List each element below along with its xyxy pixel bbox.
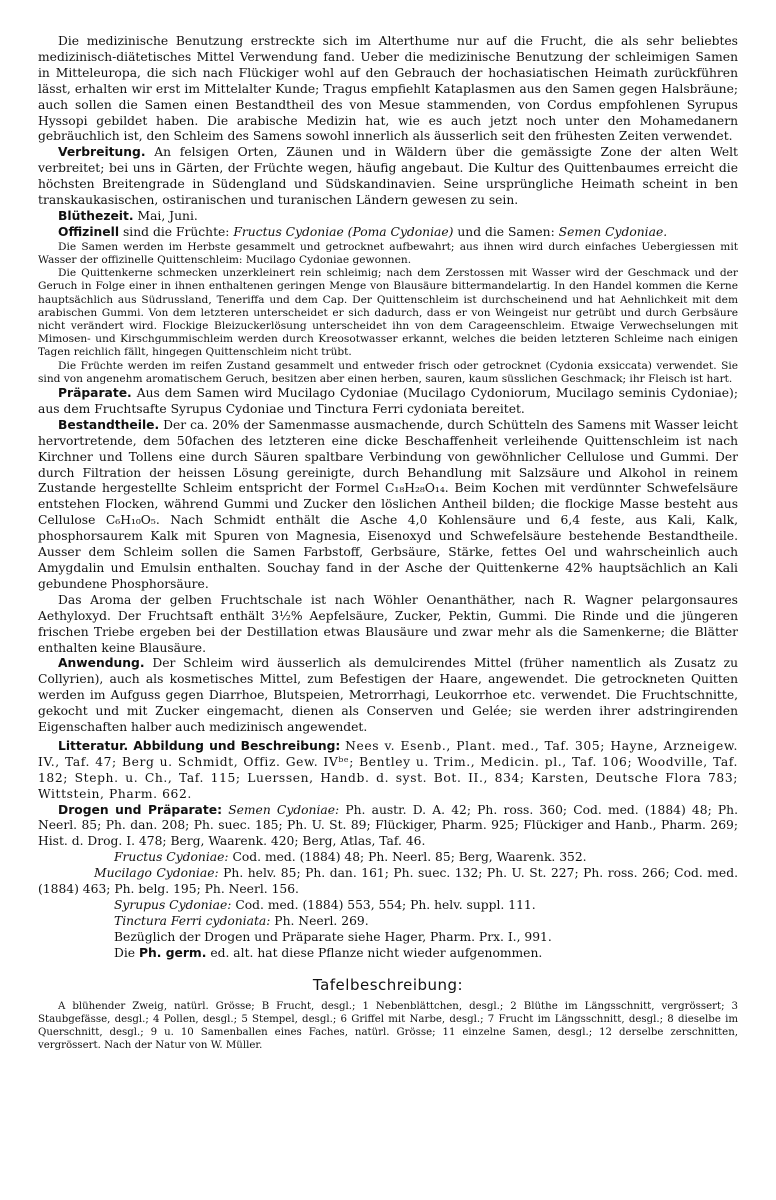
drogen-semen-label: Semen Cydoniae: <box>228 802 340 817</box>
praeparate-text: Aus dem Samen wird Mucilago Cydoniae (Mucilago Cydoniorum, Mucilago seminis Cydoniae); aus dem Fruchtsafte Syrupus Cydoniae und Tinctura Ferri cydoniata bereitet. <box>38 386 738 416</box>
drogen-syrupus <box>38 898 738 914</box>
drogen-syrupus-label: Syrupus Cydoniae: <box>114 898 232 913</box>
offizinell-note-2: Die Quittenkerne schmecken unzerkleinert rein schleimig; nach dem Zerstossen mit Wasser wird der Geschmack und der Geruch in Folge einer in ihnen enthaltenen geringen Menge von Blausäure bittermandelartig. In den Handel kommen die Kerne hauptsächlich aus Südrussland, Teneriffa und dem Cap. Der Quittenschleim ist durchscheinend und hat Aehnlichkeit mit dem arabischen Gummi. Von dem letzteren unterscheidet er sich dadurch, dass er von Weingeist nur getrübt und durch Gerbsäure nicht verändert wird. Flockige Bleizuckerlösung unterscheidet ihn von dem Carageenschleim. Etwaige Verwechselungen mit Mimosen- und Kirschgummischleim werden durch Kreosotwasser erkannt, welches die beiden letzteren Schleime nach einigen Tagen reichlich fällt, hingegen Quittenschleim nicht trübt. <box>38 267 738 359</box>
offizinell-note-1: Die Samen werden im Herbste gesammelt und getrocknet aufbewahrt; aus ihnen wird durch einfaches Uebergiessen mit Wasser der offizinelle Quittenschleim: Mucilago Cydoniae gewonnen. <box>38 240 738 266</box>
bluethezeit-section <box>38 209 738 225</box>
offizinell-section <box>38 225 738 241</box>
bestandtheile-section <box>38 418 738 593</box>
drogen-phgerm-c: ed. alt. hat diese Pflanze nicht wieder aufgenommen. <box>210 945 543 960</box>
drogen-syrupus-text: Cod. med. (1884) 553, 554; Ph. helv. suppl. 111. <box>235 898 536 913</box>
offizinell-semen: Semen Cydoniae. <box>558 224 668 239</box>
praeparate-heading: Präparate. <box>58 386 132 401</box>
intro-paragraph: Die medizinische Benutzung erstreckte sich im Alterthume nur auf die Frucht, die als sehr beliebtes medizinisch-diätetisches Mittel Verwendung fand. Ueber die medizinische Benutzung der schleimigen Samen in Mitteleuropa, die sich nach Flückiger wohl auf den Gebrauch der hochasiatischen Heimath zurückführen lässt, erhalten wir erst im Mittelalter Kunde; Tragus empfiehlt Kataplasmen aus den Samen gegen Halsbräune; auch sollen die Samen einen Bestandtheil des von Mesue stammenden, von Cordus empfohlenen Syrupus Hyssopi gebildet haben. Die arabische Medizin hat, wie es auch jetzt noch unter den Mohamedanern gebräuchlich ist, den Schleim des Samens sowohl innerlich als äusserlich seit den frühesten Zeiten verwendet. <box>38 34 738 144</box>
offizinell-text-a: sind die Früchte: <box>123 224 230 239</box>
drogen-tinctura-text: Ph. Neerl. 269. <box>274 913 369 928</box>
bestandtheile-heading: Bestandtheile. <box>58 417 160 432</box>
litteratur-block <box>38 739 738 962</box>
offizinell-note-3: Die Früchte werden im reifen Zustand gesammelt und entweder frisch oder getrocknet (Cydonia exsiccata) verwendet. Sie sind von angenehm aromatischem Geruch, besitzen aber einen herben, sauren, kaum süsslichen Geschmack; ihr Fleisch ist hart. <box>38 359 738 385</box>
drogen-mucilago <box>38 866 738 898</box>
drogen-fructus-text: Cod. med. (1884) 48; Ph. Neerl. 85; Berg, Waarenk. 352. <box>232 850 587 865</box>
drogen-tinctura <box>38 914 738 930</box>
offizinell-text-b: und die Samen: <box>457 224 555 239</box>
bestandtheile-text-1: Der ca. 20% der Samenmasse ausmachende, durch Schütteln des Samens mit Wasser leicht hervortretende, dem 50fachen des letzteren eine dicke Beschaffenheit verleihende Quittenschleim ist nach Kirchner und Tollens eine durch Säuren spaltbare Verbindung von gewöhnlicher Cellulose und Gummi. Der durch Filtration der heissen Lösung gereinigte, durch Behandlung mit Salzsäure und Alkohol in reinem Zustande hergestellte Schleim entspricht der Formel C₁₈H₂₈O₁₄. Beim Kochen mit verdünnter Schwefelsäure entstehen Flocken, während Gummi und Zucker den löslichen Antheil bilden; die flockige Masse besteht aus Cellulose C₆H₁₀O₅. Nach Schmidt enthält die Asche 4,0 Kohlensäure und 6,4 feste, aus Kali, Kalk, phosphorsaurem Kalk mit Spuren von Magnesia, Eisenoxyd und Schwefelsäure bestehende Bestandtheile. Ausser dem Schleim sollen die Samen Farbstoff, Gerbsäure, Stärke, fettes Oel und wahrscheinlich auch Amygdalin und Emulsin enthalten. Souchay fand in der Asche der Quittenkerne 42% hauptsächlich an Kali gebundene Phosphorsäure. <box>38 417 738 591</box>
drogen-section <box>38 803 738 851</box>
drogen-mucilago-text: Ph. helv. 85; Ph. dan. 161; Ph. suec. 132; Ph. U. St. 227; Ph. ross. 266; Cod. med. (1884) 463; Ph. belg. 195; Ph. Neerl. 156. <box>38 866 738 897</box>
litteratur-text: Nees v. Esenb., Plant. med., Taf. 305; Hayne, Arzneigew. IV., Taf. 47; Berg u. Schmidt, Offiz. Gew. IVᵇᵉ; Bentley u. Trim., Medicin. pl., Taf. 106; Woodville, Taf. 182; Steph. u. Ch., Taf. 115; Luerssen, Handb. d. syst. Bot. II., 834; Karsten, Deutsche Flora 783; Wittstein, Pharm. 662. <box>38 738 738 801</box>
drogen-phgerm-b: Ph. germ. <box>139 945 207 960</box>
litteratur-section <box>38 739 738 803</box>
tafel-text: A blühender Zweig, natürl. Grösse; B Frucht, desgl.; 1 Nebenblättchen, desgl.; 2 Blüthe im Längsschnitt, vergrössert; 3 Staubgefässe, desgl.; 4 Pollen, desgl.; 5 Stempel, desgl.; 6 Griffel mit Narbe, desgl.; 7 Frucht im Längsschnitt, desgl.; 8 dieselbe im Querschnitt, desgl.; 9 u. 10 Samenballen eines Faches, natürl. Grösse; 11 einzelne Samen, desgl.; 12 derselbe zerschnitten, vergrössert. Nach der Natur von W. Müller. <box>38 1000 738 1051</box>
verbreitung-section <box>38 145 738 209</box>
offizinell-fructus: Fructus Cydoniae (Poma Cydoniae) <box>233 224 454 239</box>
praeparate-section <box>38 386 738 418</box>
anwendung-heading: Anwendung. <box>58 656 145 671</box>
drogen-phgerm <box>38 946 738 962</box>
anwendung-text: Der Schleim wird äusserlich als demulcirendes Mittel (früher namentlich als Zusatz zu Collyrien), auch als kosmetisches Mittel, zum Befestigen der Haare, angewendet. Die getrockneten Quitten werden im Aufguss gegen Diarrhoe, Blutspeien, Metrorrhagi, Leukorrhoe etc. verwendet. Die Fruchtschnitte, gekocht und mit Zucker eingemacht, dienen als Conserven und Gelée; sie werden ihrer adstringirenden Eigenschaften halber auch medizinisch angewendet. <box>38 656 738 735</box>
drogen-mucilago-label: Mucilago Cydoniae: <box>94 866 219 881</box>
litteratur-heading: Litteratur. Abbildung und Beschreibung: <box>58 738 341 753</box>
verbreitung-text: An felsigen Orten, Zäunen und in Wäldern über die gemässigte Zone der alten Welt verbreitet; bei uns in Gärten, der Früchte wegen, häufig angebaut. Die Kultur des Quittenbaumes erreicht die höchsten Breitengrade in Südengland und Südskandinavien. Seine ursprüngliche Heimath scheint in ben transkaukasischen, ostiranischen und turanischen Ländern gewesen zu sein. <box>38 145 738 208</box>
bluethezeit-text: Mai, Juni. <box>137 208 198 223</box>
verbreitung-heading: Verbreitung. <box>58 145 146 160</box>
tafel-heading: Tafelbeschreibung: <box>312 975 464 994</box>
bluethezeit-heading: Blüthezeit. <box>58 208 134 223</box>
bestandtheile-text-2: Das Aroma der gelben Fruchtschale ist nach Wöhler Oenanthäther, nach R. Wagner pelargonsaures Aethyloxyd. Der Fruchtsaft enthält 3½% Aepfelsäure, Zucker, Pektin, Gummi. Die Rinde und die jüngeren frischen Triebe ergeben bei der Destillation etwas Blausäure und zwar mehr als die Samenkerne; die Blätter enthalten keine Blausäure. <box>38 592 738 655</box>
drogen-tinctura-label: Tinctura Ferri cydoniata: <box>114 913 271 928</box>
offizinell-heading: Offizinell <box>58 224 120 239</box>
drogen-heading: Drogen und Präparate: <box>58 802 222 817</box>
drogen-semen-text: Ph. austr. D. A. 42; Ph. ross. 360; Cod. med. (1884) 48; Ph. Neerl. 85; Ph. dan. 208; Ph. suec. 185; Ph. U. St. 89; Flückiger, Pharm. 925; Flückiger and Hanb., Pharm. 269; Hist. d. Drog. I. 478; Berg, Waarenk. 420; Berg, Atlas, Taf. 46. <box>38 802 738 849</box>
drogen-phgerm-a: Die <box>114 945 136 960</box>
drogen-fructus-label: Fructus Cydoniae: <box>114 850 229 865</box>
anwendung-section <box>38 656 738 736</box>
drogen-bezueglich: Bezüglich der Drogen und Präparate siehe Hager, Pharm. Prx. I., 991. <box>114 929 552 944</box>
drogen-fructus <box>38 850 738 866</box>
